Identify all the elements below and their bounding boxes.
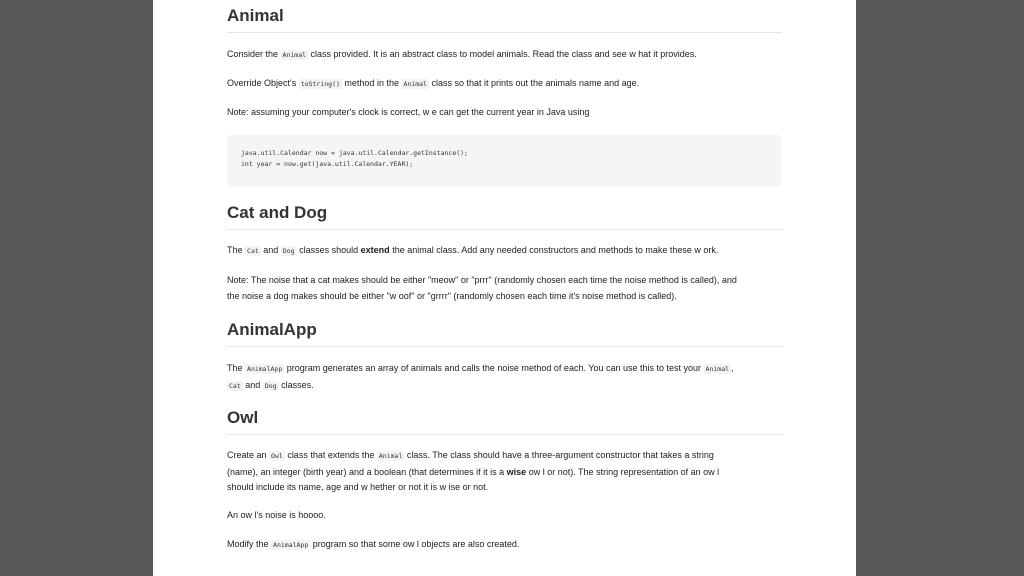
heading-animalapp: AnimalApp (227, 320, 782, 347)
paragraph-animalapp: The AnimalApp program generates an array of animals and calls the noise method of each. You can use this to test your Animal , Cat and Dog classes. (227, 363, 734, 390)
code-block (227, 135, 782, 187)
code-line: java.util.Calendar now = java.util.Calendar.getInstance(); (241, 149, 468, 157)
paragraph-override-tostring: Override Object's toString() method in the Animal class so that it prints out the animals name and age. (227, 78, 640, 88)
paragraph-modify-animalapp: Modify the AnimalApp program so that some ow l objects are also created. (227, 539, 520, 549)
code-cat: Cat (229, 381, 241, 390)
paragraph-owl-create: Create an Owl class that extends the Animal class. The class should have a three-argument constructor that takes a string (name), an integer (birth year) and a boolean (that determines if it is a wise ow l or not). The string representation of an ow l should include its name, age and w hether or not it is w ise or not. (227, 450, 720, 492)
code-dog: Dog (264, 381, 277, 390)
code-animal: Animal (282, 51, 307, 59)
paragraph-animal-intro: Consider the Animal class provided. It is an abstract class to model animals. Read the class and see w hat it provides. (227, 49, 697, 59)
code-line: int year = now.get(java.util.Calendar.YEAR); (241, 160, 414, 168)
heading-cat-and-dog: Cat and Dog (227, 203, 782, 230)
code-tostring: toString() (300, 80, 340, 88)
bold-extend: extend (360, 245, 390, 255)
code-animal: Animal (378, 452, 403, 460)
code-owl: Owl (271, 452, 283, 460)
paragraph-noise-note: Note: The noise that a cat makes should be either "meow" or "prrr" (randomly chosen each time the noise method is called), and the noise a dog makes should be either "w oof" or "grrrr" (randomly chosen each time it's noise method is called). (227, 275, 737, 301)
paragraph-clock-note: Note: assuming your computer's clock is correct, w e can get the current year in Java using (227, 107, 590, 117)
document-page (153, 0, 856, 576)
heading-owl: Owl (227, 408, 782, 435)
paragraph-cat-dog-extend: The Cat and Dog classes should extend the animal class. Add any needed constructors and methods to make these w ork. (227, 245, 719, 255)
paragraph-owl-noise: An ow l's noise is hoooo. (227, 510, 326, 520)
code-animal: Animal (705, 365, 730, 373)
bold-wise: wise (506, 466, 527, 477)
code-cat: Cat (247, 247, 259, 255)
code-animalapp: AnimalApp (247, 365, 283, 373)
heading-animal: Animal (227, 6, 782, 33)
code-animal: Animal (403, 80, 427, 88)
code-animalapp: AnimalApp (273, 541, 309, 549)
code-dog: Dog (282, 247, 295, 255)
